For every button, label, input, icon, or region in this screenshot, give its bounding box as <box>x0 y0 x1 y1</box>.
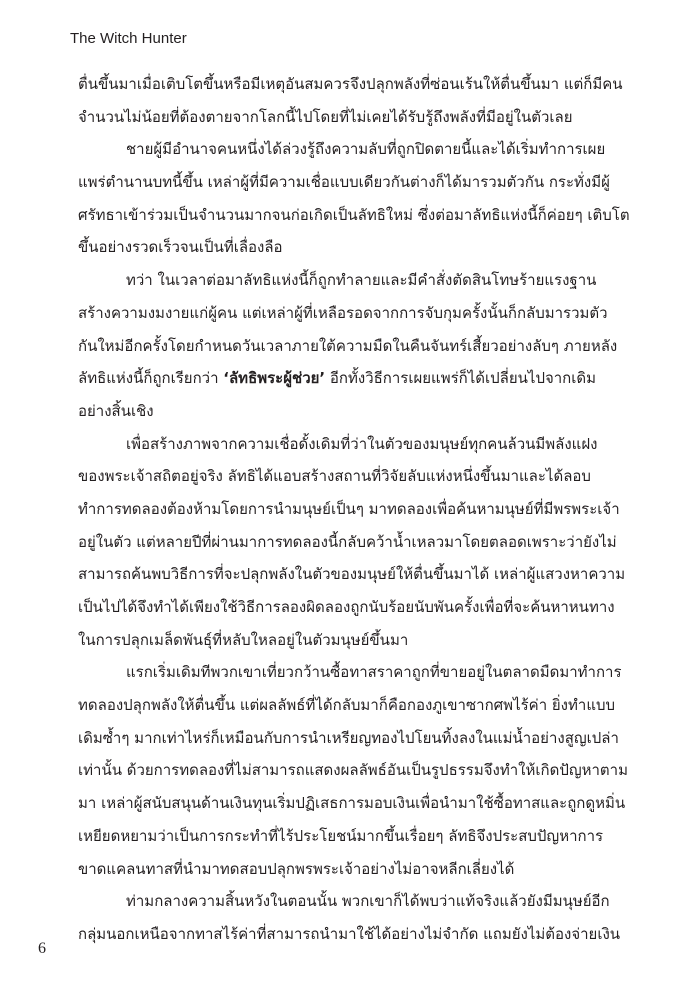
text-line: ในการปลุกเมล็ดพันธุ์ที่หลับใหลอยู่ในตัวมนุษย์ขึ้นมา <box>78 630 409 649</box>
text-line: เพื่อสร้างภาพจากความเชื่อดั้งเดิมที่ว่าในตัวของมนุษย์ทุกคนล้วนมีพลังแฝง <box>126 434 598 453</box>
text-line: อยู่ในตัว แต่หลายปีที่ผ่านมาการทดลองนี้กลับคว้าน้ำเหลวมาโดยตลอดเพราะว่ายังไม่ <box>78 532 617 551</box>
text-segment: ลัทธิแห่งนี้ก็ถูกเรียกว่า <box>78 369 224 388</box>
text-line: เดิมซ้ำๆ มากเท่าไหร่ก็เหมือนกับการนำเหรียญทองไปโยนทิ้งลงในแม่น้ำอย่างสูญเปล่า <box>78 728 619 747</box>
paragraph-4 <box>78 428 640 657</box>
page-body <box>78 68 640 951</box>
text-line: จำนวนไม่น้อยที่ต้องตายจากโลกนี้ไปโดยที่ไม่เคยได้รับรู้ถึงพลังที่มีอยู่ในตัวเลย <box>78 107 573 126</box>
text-line: ทว่า ในเวลาต่อมาลัทธิแห่งนี้ก็ถูกทำลายและมีคำสั่งตัดสินโทษร้ายแรงฐาน <box>126 271 597 290</box>
text-line: เป็นไปได้จึงทำได้เพียงใช้วิธีการลองผิดลองถูกนับร้อยนับพันครั้งเพื่อที่จะค้นหาหนทาง <box>78 598 615 616</box>
cult-name-emphasis: ‘ลัทธิพระผู้ช่วย’ <box>223 369 326 388</box>
text-line: มา เหล่าผู้สนับสนุนด้านเงินทุนเริ่มปฏิเสธการมอบเงินเพื่อนำมาใช้ซื้อทาสและถูกดูหมิ่น <box>78 794 626 813</box>
text-line: เท่านั้น ด้วยการทดลองที่ไม่สามารถแสดงผลลัพธ์อันเป็นรูปธรรมจึงทำให้เกิดปัญหาตาม <box>78 761 628 780</box>
paragraph-3 <box>78 264 640 427</box>
text-line: ทำการทดลองต้องห้ามโดยการนำมนุษย์เป็นๆ มาทดลองเพื่อค้นหามนุษย์ที่มีพรพระเจ้า <box>78 499 620 518</box>
text-line: แรกเริ่มเดิมทีพวกเขาเที่ยวกว้านซื้อทาสราคาถูกที่ขายอยู่ในตลาดมืดมาทำการ <box>126 663 622 682</box>
text-line: กลุ่มนอกเหนือจากทาสไร้ค่าที่สามารถนำมาใช้ได้อย่างไม่จำกัด แถมยังไม่ต้องจ่ายเงิน <box>78 924 621 943</box>
text-line: ตื่นขึ้นมาเมื่อเติบโตขึ้นหรือมีเหตุอันสมควรจึงปลุกพลังที่ซ่อนเร้นให้ตื่นขึ้นมา แต่ก็มีคน <box>78 75 623 93</box>
page-number: 6 <box>38 940 46 957</box>
text-segment: อีกทั้งวิธีการเผยแพร่ก็ได้เปลี่ยนไปจากเดิม <box>325 369 597 388</box>
text-line: ท่ามกลางความสิ้นหวังในตอนนั้น พวกเขาก็ได้พบว่าแท้จริงแล้วยังมีมนุษย์อีก <box>126 892 610 911</box>
text-line: สามารถค้นพบวิธีการที่จะปลุกพลังในตัวของมนุษย์ให้ตื่นขึ้นมาได้ เหล่าผู้แสวงหาความ <box>78 565 626 584</box>
text-line: สร้างความงมงายแก่ผู้คน แต่เหล่าผู้ที่เหลือรอดจากการจับกุมครั้งนั้นก็กลับมารวมตัว <box>78 303 608 322</box>
paragraph-5 <box>78 656 640 885</box>
text-line: ขึ้นอย่างรวดเร็วจนเป็นที่เลื่องลือ <box>78 238 283 257</box>
text-line: กันใหม่อีกครั้งโดยกำหนดวันเวลาภายใต้ความมืดในคืนจันทร์เสี้ยวอย่างลับๆ ภายหลัง <box>78 336 618 355</box>
paragraph-1 <box>78 68 640 133</box>
text-line: ศรัทธาเข้าร่วมเป็นจำนวนมากจนก่อเกิดเป็นลัทธิใหม่ ซึ่งต่อมาลัทธิแห่งนี้ก็ค่อยๆ เติบโต <box>78 205 630 224</box>
text-line: ขาดแคลนทาสที่นำมาทดสอบปลุกพรพระเจ้าอย่างไม่อาจหลีกเลี่ยงได้ <box>78 859 515 878</box>
paragraph-2 <box>78 133 640 264</box>
text-line: ของพระเจ้าสถิตอยู่จริง ลัทธิได้แอบสร้างสถานที่วิจัยลับแห่งหนึ่งขึ้นมาและได้ลอบ <box>78 467 591 486</box>
text-line: ทดลองปลุกพลังให้ตื่นขึ้น แต่ผลลัพธ์ที่ได้กลับมาก็คือกองภูเขาซากศพไร้ค่า ยิ่งทำแบบ <box>78 696 616 715</box>
text-line-with-emphasis <box>78 362 640 395</box>
text-line: ชายผู้มีอำนาจคนหนึ่งได้ล่วงรู้ถึงความลับที่ถูกปิดตายนี้และได้เริ่มทำการเผย <box>126 140 606 159</box>
paragraph-6 <box>78 885 640 950</box>
running-header: The Witch Hunter <box>70 30 187 47</box>
text-line: แพร่ตำนานบทนี้ขึ้น เหล่าผู้ที่มีความเชื่อแบบเดียวกันต่างก็ได้มารวมตัวกัน กระทั่งมีผู้ <box>78 173 610 192</box>
text-line: อย่างสิ้นเชิง <box>78 401 154 420</box>
text-line: เหยียดหยามว่าเป็นการกระทำที่ไร้ประโยชน์มากขึ้นเรื่อยๆ ลัทธิจึงประสบปัญหาการ <box>78 826 604 845</box>
